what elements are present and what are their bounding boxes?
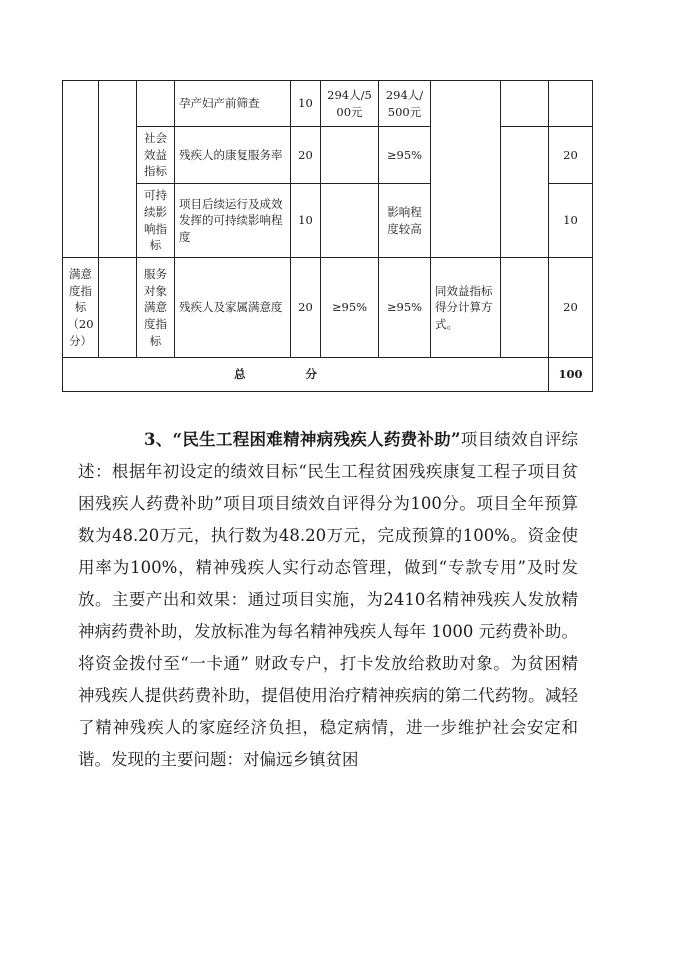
cell-empty [99, 81, 137, 258]
cell-actual: ≥95% [379, 127, 431, 184]
cell-weight: 20 [291, 127, 321, 184]
cell-actual: 影响程度较高 [379, 184, 431, 258]
total-row [63, 358, 593, 392]
cell-score [549, 81, 593, 127]
cell-target [321, 184, 379, 258]
cell-target: 294人/500元 [321, 81, 379, 127]
summary-paragraph [78, 424, 578, 776]
table-row [63, 127, 593, 184]
cell-empty [137, 81, 175, 127]
cell-weight: 20 [291, 258, 321, 358]
cell-empty [63, 81, 99, 258]
cell-actual: 294人/500元 [379, 81, 431, 127]
section-heading: 3、“民生工程困难精神病残疾人药费补助” [144, 430, 461, 449]
total-label: 总分 [63, 358, 549, 392]
cell-note [431, 81, 501, 258]
cell-sub-indicator: 可持续影响指标 [137, 184, 175, 258]
paragraph-body: 项目绩效自评综述：根据年初设定的绩效目标“民生工程贫困残疾康复工程子项目贫困残疾人药费补助”项目项目绩效自评得分为100分。项目全年预算数为48.20万元，执行数为48.20万元，完成预算的100%。资金使用率为100%，精神残疾人实行动态管理，做到“专款专用”及时发放。主要产出和效果：通过项目实施，为2410名精神残疾人发放精神病药费补助，发放标准为每名精神残疾人每年 1000 元药费补助。将资金拨付至“一卡通” 财政专户，打卡发放给救助对象。为贫困精神残疾人提供药费补助，提倡使用治疗精神疾病的第二代药物。减轻了精神残疾人的家庭经济负担，稳定病情，进一步维护社会安定和谐。发现的主要问题：对偏远乡镇贫困 [78, 430, 578, 769]
cell-empty [501, 258, 549, 358]
cell-indicator: 残疾人及家属满意度 [175, 258, 291, 358]
cell-category: 满意度指标（20分） [63, 258, 99, 358]
cell-weight: 10 [291, 184, 321, 258]
cell-sub-indicator: 社会效益指标 [137, 127, 175, 184]
cell-score: 10 [549, 184, 593, 258]
cell-target: ≥95% [321, 258, 379, 358]
cell-target [321, 127, 379, 184]
cell-score: 20 [549, 258, 593, 358]
table-row [63, 258, 593, 358]
cell-empty [501, 127, 549, 258]
table-row [63, 81, 593, 127]
cell-score: 20 [549, 127, 593, 184]
total-value: 100 [549, 358, 593, 392]
cell-note: 同效益指标得分计算方式。 [431, 258, 501, 358]
cell-sub-indicator: 服务对象满意度指标 [137, 258, 175, 358]
cell-actual: ≥95% [379, 258, 431, 358]
cell-empty [99, 258, 137, 358]
cell-indicator: 残疾人的康复服务率 [175, 127, 291, 184]
performance-table [62, 80, 593, 392]
cell-indicator: 项目后续运行及成效发挥的可持续影响程度 [175, 184, 291, 258]
cell-weight: 10 [291, 81, 321, 127]
cell-empty [501, 81, 549, 127]
cell-indicator: 孕产妇产前筛查 [175, 81, 291, 127]
